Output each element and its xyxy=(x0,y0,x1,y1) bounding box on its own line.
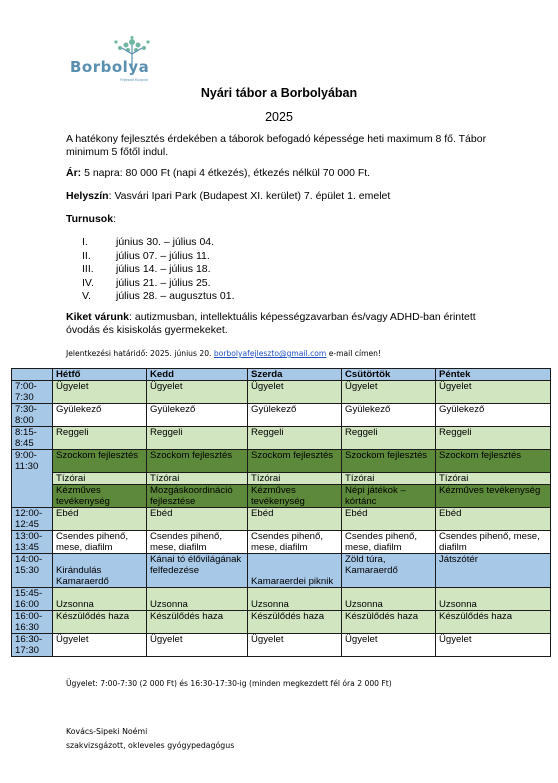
target-label: Kiket várunk xyxy=(66,311,130,323)
term-item xyxy=(82,277,235,291)
term-item xyxy=(82,263,235,277)
term-dates: július 21. – július 25. xyxy=(116,276,211,289)
activity-cell: Ügyelet xyxy=(53,381,147,404)
activity-cell: Uzsonna xyxy=(342,588,436,611)
table-row xyxy=(12,381,551,404)
activity-cell: Ügyelet xyxy=(248,634,342,657)
activity-cell: Szockom fejlesztés xyxy=(248,450,342,473)
time-cell: 15:45-16:00 xyxy=(12,588,53,611)
table-row xyxy=(12,427,551,450)
time-cell: 16:30-17:30 xyxy=(12,634,53,657)
activity-cell: Ebéd xyxy=(342,508,436,531)
activity-cell: Tízórai xyxy=(53,473,147,485)
term-dates: június 30. – július 04. xyxy=(116,236,215,248)
schedule-table xyxy=(11,368,551,657)
activity-cell: Reggeli xyxy=(436,427,551,450)
table-row xyxy=(12,554,551,588)
page-title: Nyári tábor a Borbolyában xyxy=(200,86,358,100)
term-number: V. xyxy=(82,290,91,302)
deadline-suffix: e-mail címen! xyxy=(326,349,382,358)
location-label: Helyszín xyxy=(66,190,109,202)
activity-cell: Ebéd xyxy=(147,508,248,531)
activity-cell: Kézműves tevékenység xyxy=(53,485,147,508)
table-row xyxy=(12,485,551,508)
target-paragraph xyxy=(66,311,506,337)
table-row xyxy=(12,450,551,473)
activity-cell: Ebéd xyxy=(248,508,342,531)
corner-cell xyxy=(12,369,53,381)
term-item xyxy=(82,250,235,264)
activity-cell: Kamaraerdei piknik xyxy=(248,554,342,588)
table-row xyxy=(12,588,551,611)
activity-cell: Ügyelet xyxy=(147,634,248,657)
activity-cell: Ügyelet xyxy=(436,381,551,404)
activity-cell: Kánai tó élővilágának felfedezése xyxy=(147,554,248,588)
term-number: III. xyxy=(82,263,94,275)
activity-cell: Tízórai xyxy=(147,473,248,485)
email-link[interactable]: borbolyafejleszto@gmail.com xyxy=(213,349,327,358)
activity-cell: Ebéd xyxy=(436,508,551,531)
time-cell: 9:00-11:30 xyxy=(12,450,53,508)
time-cell: 7:00-7:30 xyxy=(12,381,53,404)
table-row xyxy=(12,404,551,427)
day-header: Hétfő xyxy=(53,369,147,381)
activity-cell: Tízórai xyxy=(342,473,436,485)
activity-cell: Reggeli xyxy=(53,427,147,450)
term-dates: július 14. – július 18. xyxy=(116,263,211,275)
logo xyxy=(70,36,170,86)
terms-label: Turnusok xyxy=(66,213,114,225)
activity-cell: Készülődés haza xyxy=(436,611,551,634)
intro-paragraph: A hatékony fejlesztés érdekében a táborok befogadó képessége heti maximum 8 fő. Tábor minimum 5 főtől indul. xyxy=(66,133,487,158)
location-line xyxy=(66,190,506,203)
location-text: : Vasvári Ipari Park (Budapest XI. kerület) 7. épület 1. emelet xyxy=(108,190,391,202)
activity-cell: Szockom fejlesztés xyxy=(53,450,147,473)
activity-cell: Reggeli xyxy=(248,427,342,450)
day-header: Péntek xyxy=(436,369,551,381)
time-cell: 12:00-12:45 xyxy=(12,508,53,531)
time-cell: 14:00-15:30 xyxy=(12,554,53,588)
activity-cell: Ügyelet xyxy=(342,381,436,404)
day-header: Kedd xyxy=(147,369,248,381)
footnote: Ügyelet: 7:00-7:30 (2 000 Ft) és 16:30-17:30-ig (minden megkezdett fél óra 2 000 Ft) xyxy=(66,679,392,688)
activity-cell: Szockom fejlesztés xyxy=(342,450,436,473)
activity-cell: Gyülekező xyxy=(248,404,342,427)
activity-cell: Csendes pihenő, mese, diafilm xyxy=(248,531,342,554)
activity-cell: Csendes pihenő, mese, diafilm xyxy=(53,531,147,554)
activity-cell: Csendes pihenő, mese, diafilm xyxy=(436,531,551,554)
deadline-line xyxy=(66,349,381,358)
signature xyxy=(66,725,234,753)
activity-cell: Ügyelet xyxy=(436,634,551,657)
logo-wordmark: Borbolya xyxy=(70,58,150,76)
activity-cell: Ügyelet xyxy=(147,381,248,404)
table-row xyxy=(12,531,551,554)
activity-cell: Készülődés haza xyxy=(53,611,147,634)
price-label: Ár: xyxy=(66,167,82,179)
terms-list xyxy=(82,236,235,304)
signature-title: szakvizsgázott, okleveles gyógypedagógus xyxy=(66,741,235,750)
activity-cell: Ügyelet xyxy=(53,634,147,657)
terms-heading: Turnusok: xyxy=(66,213,116,225)
activity-cell: Készülődés haza xyxy=(342,611,436,634)
activity-cell: Kézműves tevékenység xyxy=(436,485,551,508)
time-cell: 7:30-8:00 xyxy=(12,404,53,427)
target-text: : autizmusban, intellektuális képességzavarban és/vagy ADHD-ban érintett óvodás és kisiskolás gyermekeket. xyxy=(66,311,476,336)
activity-cell: Tízórai xyxy=(436,473,551,485)
activity-cell: Gyülekező xyxy=(53,404,147,427)
activity-cell: Szockom fejlesztés xyxy=(147,450,248,473)
term-number: II. xyxy=(82,249,91,262)
signature-name: Kovács-Sipeki Noémi xyxy=(66,727,148,736)
activity-cell: Reggeli xyxy=(147,427,248,450)
activity-cell: Uzsonna xyxy=(147,588,248,611)
activity-cell: Játszótér xyxy=(436,554,551,588)
table-row xyxy=(12,508,551,531)
activity-cell: Uzsonna xyxy=(248,588,342,611)
activity-cell: Ebéd xyxy=(53,508,147,531)
activity-cell: Népi játékok – kórtánc xyxy=(342,485,436,508)
activity-cell: Zöld túra, Kamaraerdő xyxy=(342,554,436,588)
schedule-header-row xyxy=(12,369,551,381)
activity-cell: Gyülekező xyxy=(436,404,551,427)
activity-cell: Gyülekező xyxy=(147,404,248,427)
term-number: IV. xyxy=(82,276,94,289)
activity-cell: Csendes pihenő, mese, diafilm xyxy=(342,531,436,554)
day-header: Csütörtök xyxy=(342,369,436,381)
term-dates: július 28. – augusztus 01. xyxy=(116,290,235,302)
table-row xyxy=(12,473,551,485)
price-text: 5 napra: 80 000 Ft (napi 4 étkezés), étkezés nélkül 70 000 Ft. xyxy=(81,167,371,179)
year: 2025 xyxy=(265,110,293,124)
activity-cell: Uzsonna xyxy=(53,588,147,611)
time-cell: 13:00-13:45 xyxy=(12,531,53,554)
activity-cell: Kirándulás Kamaraerdő xyxy=(53,554,147,588)
activity-cell: Reggeli xyxy=(342,427,436,450)
deadline-text: Jelentkezési határidő: 2025. június 20. xyxy=(66,349,214,358)
term-number: I. xyxy=(82,236,88,248)
activity-cell: Ügyelet xyxy=(248,381,342,404)
activity-cell: Mozgáskoordináció fejlesztése xyxy=(147,485,248,508)
logo-subtitle: Fejlesztő Központ xyxy=(120,78,148,82)
activity-cell: Ügyelet xyxy=(342,634,436,657)
day-header: Szerda xyxy=(248,369,342,381)
term-item xyxy=(82,290,235,304)
term-dates: július 07. – július 11. xyxy=(116,249,210,262)
activity-cell: Gyülekező xyxy=(342,404,436,427)
activity-cell: Tízórai xyxy=(248,473,342,485)
activity-cell: Kézműves tevékenység xyxy=(248,485,342,508)
time-cell: 8:15-8:45 xyxy=(12,427,53,450)
activity-cell: Készülődés haza xyxy=(147,611,248,634)
table-row xyxy=(12,611,551,634)
term-item xyxy=(82,236,235,250)
time-cell: 16:00-16:30 xyxy=(12,611,53,634)
activity-cell: Szockom fejlesztés xyxy=(436,450,551,473)
price-line xyxy=(66,167,506,180)
activity-cell: Csendes pihenő, mese, diafilm xyxy=(147,531,248,554)
table-row xyxy=(12,634,551,657)
activity-cell: Készülődés haza xyxy=(248,611,342,634)
activity-cell: Uzsonna xyxy=(436,588,551,611)
